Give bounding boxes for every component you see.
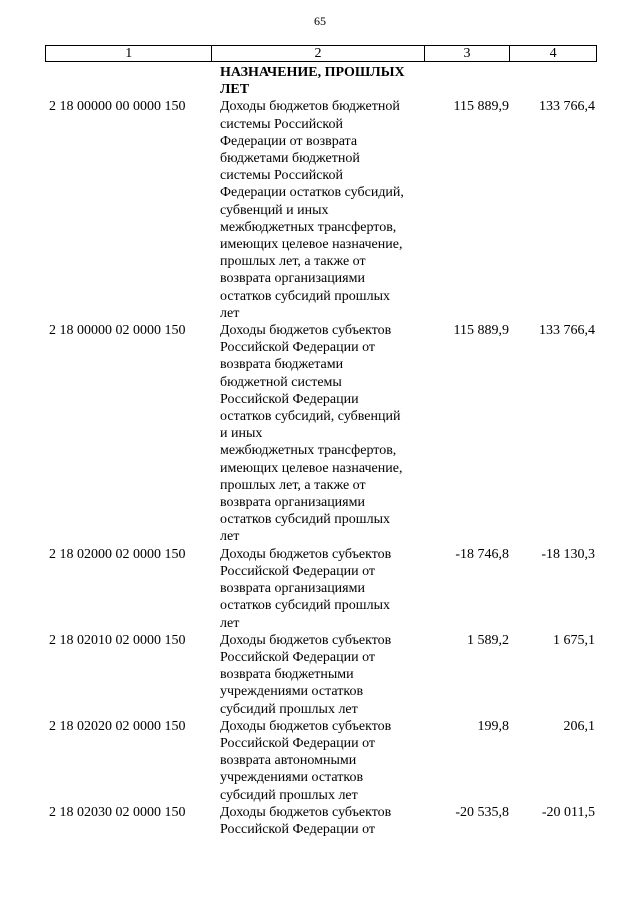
page-number: 65 [314, 14, 326, 28]
header-col-2: 2 [212, 46, 424, 61]
row-value-col4: -20 011,5 [541, 804, 595, 820]
row-value-col4: 1 675,1 [553, 632, 595, 648]
row-value-col3: 1 589,2 [467, 632, 509, 648]
row-name: Доходы бюджетов субъектов Российской Федерации от возврата бюджетами бюджетной системы Российской Федерации остатков субсидий, субвенций и иных межбюджетных трансфертов, имеющих целевое назначение, прошлых лет, а также от возврата организациями остатков субсидий прошлых лет [220, 323, 403, 545]
row-value-col3: -18 746,8 [455, 546, 509, 562]
table-header [45, 45, 597, 62]
row-value-col4: 206,1 [563, 718, 595, 734]
table-row [45, 804, 597, 838]
row-name: НАЗНАЧЕНИЕ, ПРОШЛЫХ ЛЕТ [220, 65, 405, 98]
row-value-col3: 115 889,9 [453, 99, 509, 115]
row-value-col3: 199,8 [477, 718, 509, 734]
row-name: Доходы бюджетов субъектов Российской Федерации от возврата организациями остатков субсидий прошлых лет [220, 546, 392, 631]
row-code: 2 18 02030 02 0000 150 [49, 804, 186, 820]
header-col-4: 4 [549, 46, 557, 61]
table-row [45, 718, 597, 804]
table-row [45, 632, 597, 718]
row-name: Доходы бюджетов бюджетной системы Российской Федерации от возврата бюджетами бюджетной системы Российской Федерации остатков субсидий, субвенций и иных межбюджетных трансфертов, имеющих целевое назначение, прошлых лет, а также от возврата организациями остатков субсидий прошлых лет [220, 99, 404, 321]
table-row [45, 322, 597, 546]
row-value-col3: 115 889,9 [453, 323, 509, 339]
row-value-col4: 133 766,4 [539, 99, 595, 115]
row-name: Доходы бюджетов субъектов Российской Федерации от возврата бюджетными учреждениями остатков субсидий прошлых лет [220, 632, 392, 717]
row-code: 2 18 02010 02 0000 150 [49, 632, 186, 648]
row-value-col3: -20 535,8 [455, 804, 509, 820]
header-col-1: 1 [46, 46, 212, 61]
table-row [45, 64, 597, 98]
table-row [45, 546, 597, 632]
table-row [45, 98, 597, 322]
row-value-col4: -18 130,3 [541, 546, 595, 562]
header-col-3: 3 [425, 46, 511, 61]
row-code: 2 18 02000 02 0000 150 [49, 546, 186, 562]
row-code: 2 18 02020 02 0000 150 [49, 718, 186, 734]
row-name: Доходы бюджетов субъектов Российской Федерации от [220, 804, 392, 837]
revenue-table [45, 64, 597, 838]
row-value-col4: 133 766,4 [539, 323, 595, 339]
row-name: Доходы бюджетов субъектов Российской Федерации от возврата автономными учреждениями остатков субсидий прошлых лет [220, 718, 392, 803]
row-code: 2 18 00000 00 0000 150 [49, 99, 186, 115]
row-code: 2 18 00000 02 0000 150 [49, 323, 186, 339]
